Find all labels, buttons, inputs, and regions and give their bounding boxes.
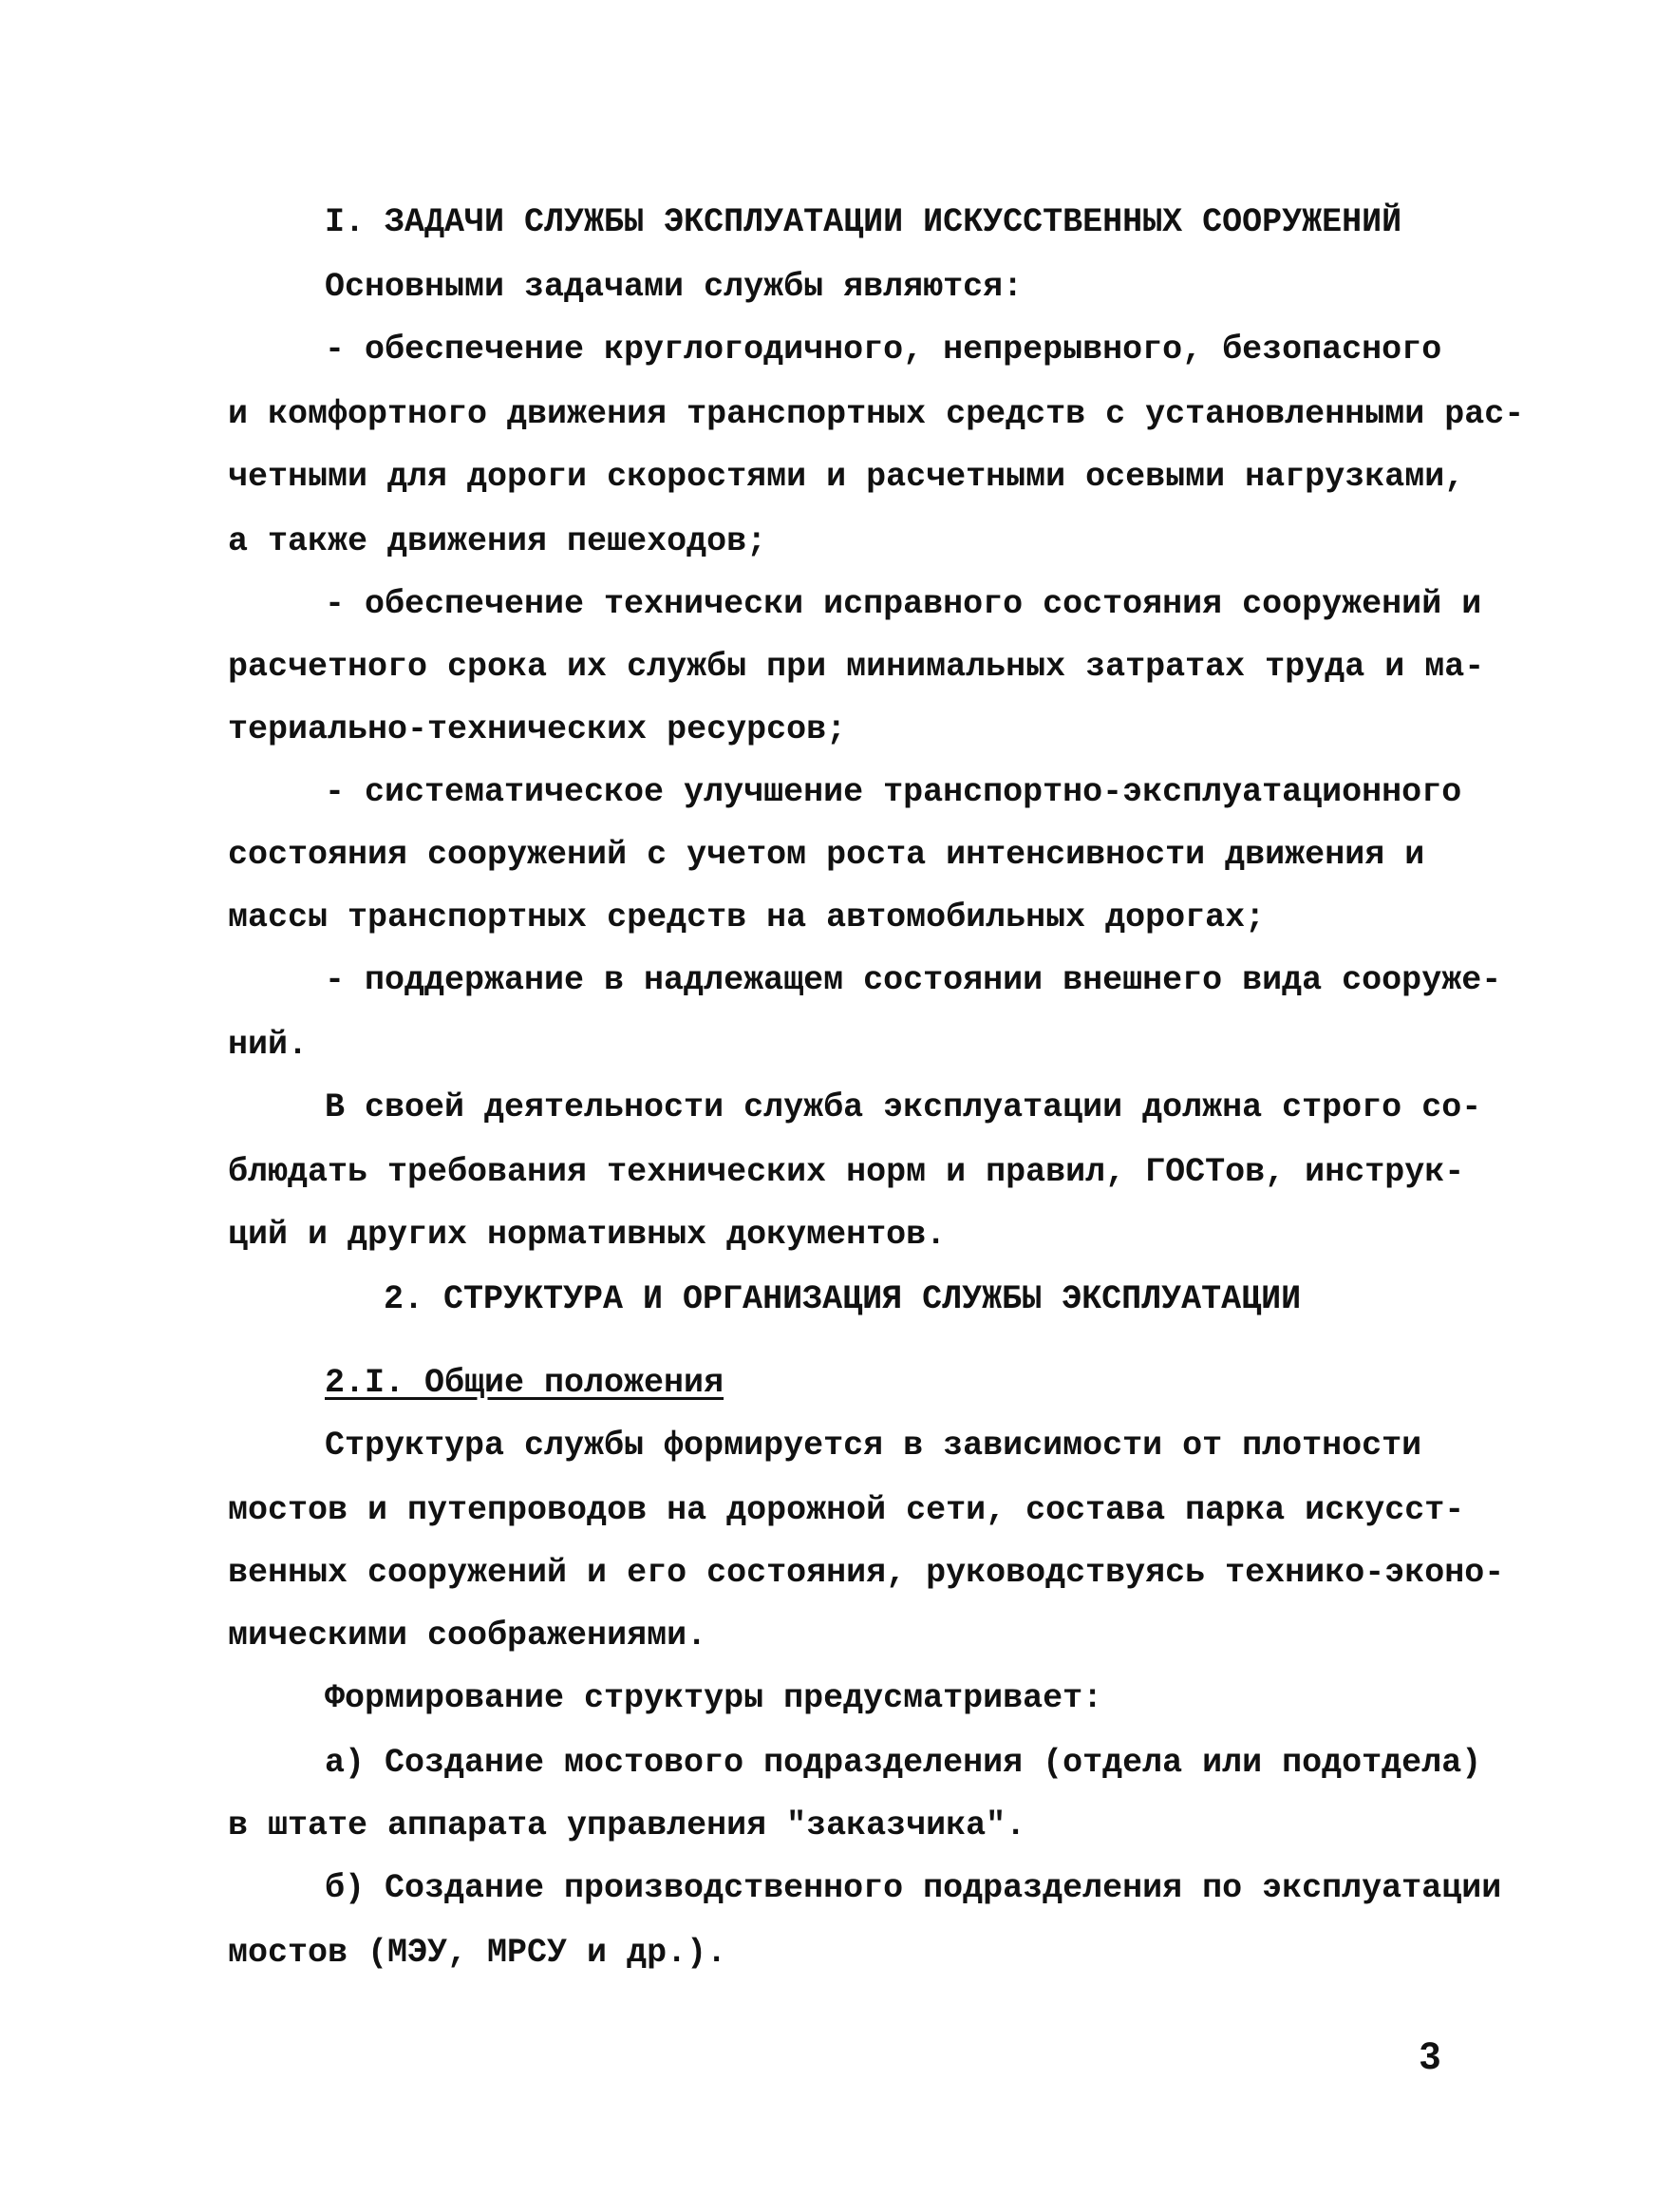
para1-line1: Структура службы формируется в зависимости от плотности — [325, 1427, 1422, 1465]
item3-line2: состояния сооружений с учетом роста интенсивности движения и — [228, 836, 1425, 874]
item1-line1: - обеспечение круглогодичного, непрерывного, безопасного — [325, 331, 1442, 369]
closing-line2: блюдать требования технических норм и правил, ГОСТов, инструк- — [228, 1153, 1465, 1191]
itemB-line1: б) Создание производственного подразделения по эксплуатации — [325, 1869, 1502, 1907]
section-1-intro: Основными задачами службы являются: — [325, 268, 1024, 306]
section-1-heading: I. ЗАДАЧИ СЛУЖБЫ ЭКСПЛУАТАЦИИ ИСКУССТВЕННЫХ СООРУЖЕНИЙ — [325, 203, 1402, 241]
para1-line4: мическими соображениями. — [228, 1616, 707, 1654]
itemA-line2: в штате аппарата управления "заказчика". — [228, 1806, 1026, 1844]
closing-line1: В своей деятельности служба эксплуатации должна строго со- — [325, 1088, 1482, 1126]
item3-line1: - систематическое улучшение транспортно-эксплуатационного — [325, 773, 1462, 811]
para1-line2: мостов и путепроводов на дорожной сети, состава парка искусст- — [228, 1491, 1465, 1529]
item3-line3: массы транспортных средств на автомобильных дорогах; — [228, 898, 1266, 936]
item1-line2: и комфортного движения транспортных средств с установленными рас- — [228, 395, 1525, 433]
item4-line1: - поддержание в надлежащем состоянии внешнего вида сооруже- — [325, 961, 1502, 999]
item1-line4: а также движения пешеходов; — [228, 522, 767, 560]
itemA-line1: а) Создание мостового подразделения (отдела или подотдела) — [325, 1744, 1482, 1782]
para2-line1: Формирование структуры предусматривает: — [325, 1679, 1103, 1717]
itemB-line2: мостов (МЭУ, МРСУ и др.). — [228, 1934, 727, 1972]
item4-line2: ний. — [228, 1026, 309, 1064]
item2-line1: - обеспечение технически исправного состояния сооружений и — [325, 585, 1482, 623]
section-2-heading: 2. СТРУКТУРА И ОРГАНИЗАЦИЯ СЛУЖБЫ ЭКСПЛУАТАЦИИ — [384, 1280, 1302, 1318]
page-number: 3 — [1420, 2035, 1441, 2077]
closing-line3: ций и других нормативных документов. — [228, 1216, 947, 1254]
item2-line2: расчетного срока их службы при минимальных затратах труда и ма- — [228, 648, 1485, 686]
item1-line3: четными для дороги скоростями и расчетными осевыми нагрузками, — [228, 458, 1465, 496]
section-2-1-subheading: 2.I. Общие положения — [325, 1364, 724, 1402]
item2-line3: териально-технических ресурсов; — [228, 710, 847, 748]
para1-line3: венных сооружений и его состояния, руководствуясь технико-эконо- — [228, 1554, 1505, 1592]
